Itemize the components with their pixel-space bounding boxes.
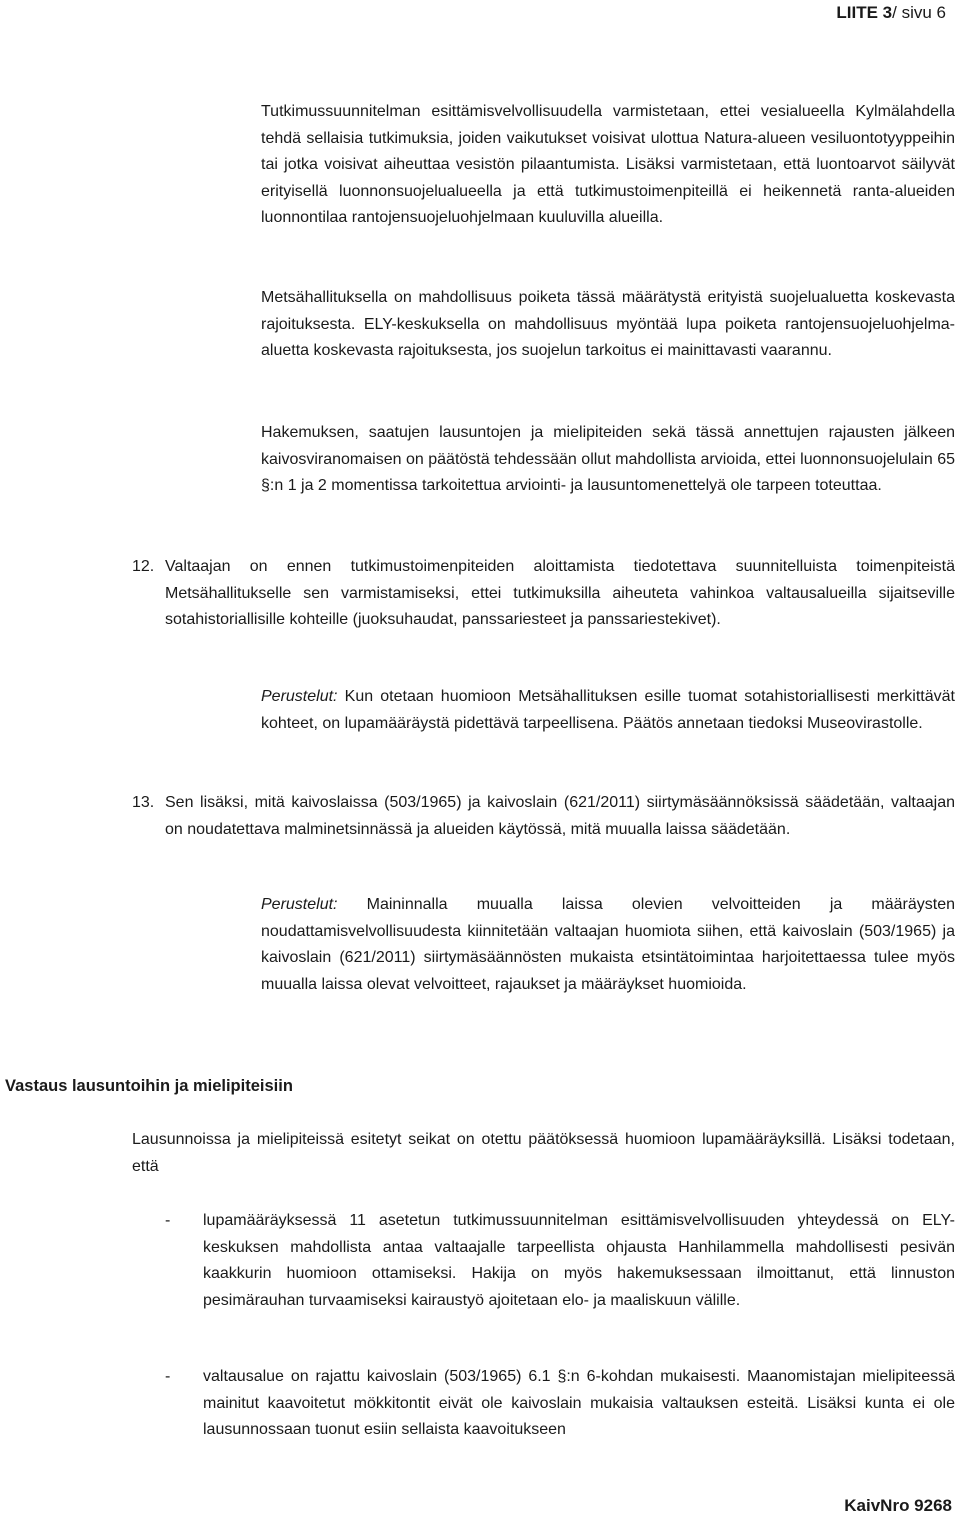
item-12-reason <box>261 684 955 766</box>
item-12-text: Valtaajan on ennen tutkimustoimenpiteiden aloittamista tiedotettava suunnitelluista toimenpiteistä Metsähallitukselle sen varmistamiseksi, ettei tutkimuksilla aiheuteta vahinkoa valtausalueilla sijaitseville sotahistoriallisille kohteille (juoksuhaudat, panssariesteet ja panssariestekivet). <box>165 558 955 628</box>
bullet-item: lupamääräyksessä 11 asetetun tutkimussuunnitelman esittämisvelvollisuuden yhteydessä on ELY-keskuksen mahdollista antaa valtaajalle tarpeellista ohjausta Hanhilammella mahdollisesti pesivän kaakkurin huomioon ottamiseksi. Hakija on myös hakemuksessaan ilmoittanut, että linnuston pesimärauhan turvaamiseksi kairaustyö ajoitetaan elo- ja maaliskuun välille. <box>203 1212 955 1309</box>
item-13-reason <box>261 892 955 1026</box>
paragraph-natura-assessment: Hakemuksen, saatujen lausuntojen ja mielipiteiden sekä tässä annettujen rajausten jälkeen kaivosviranomaisen on päätöstä tehdessään ollut mahdollista arvioida, ettei luonnonsuojelulain 65 §:n 1 ja 2 momentissa tarkoitettua arviointi- ja lausuntomenettelyä ole tarpeen toteuttaa. <box>261 424 955 494</box>
page-header <box>836 3 946 23</box>
reason-label: Perustelut: <box>261 688 338 705</box>
reason-label: Perustelut: <box>261 896 338 913</box>
attachment-label: LIITE 3 <box>836 3 893 22</box>
section-heading: Vastaus lausuntoihin ja mielipiteisiin <box>5 1077 293 1095</box>
bullet-dash: - <box>165 1212 171 1229</box>
item-number-12: 12. <box>132 558 155 575</box>
case-number: KaivNro 9268 <box>844 1496 952 1515</box>
item-number-13: 13. <box>132 794 155 811</box>
bullet-item: valtausalue on rajattu kaivoslain (503/1965) 6.1 §:n 6-kohdan mukaisesti. Maanomistajan mielipiteessä mainitut kaavoitetut mökkitontit eivät ole kaivoslain mukaisia valtauksen esteitä. Lisäksi kunta ei ole lausunnossaan tuonut esiin sellaista kaavoitukseen <box>203 1368 955 1438</box>
section-intro: Lausunnoissa ja mielipiteissä esitetyt seikat on otettu päätöksessä huomioon lupamääräyksillä. Lisäksi todetaan, että <box>132 1131 955 1175</box>
page-number: / sivu 6 <box>892 3 946 22</box>
reason-text: Maininnalla muualla laissa olevien velvoitteiden ja määräysten noudattamisvelvollisuudesta kiinnitetään valtaajan huomiota siihen, että kaivoslain (503/1965) ja kaivoslain (621/2011) siirtymäsäännösten mukaista etsintätoimintaa harjoitettaessa tulee myös muualla laissa olevat velvoitteet, rajaukset ja määräykset huomioida. <box>261 896 955 993</box>
paragraph-research-plan: Tutkimussuunnitelman esittämisvelvollisuudella varmistetaan, ettei vesialueella Kylmälahdella tehdä sellaisia tutkimuksia, joiden vaikutukset voisivat ulottua Natura-alueen vesiluontotyyppeihin tai jotka voisivat aiheuttaa vesistön pilaantumista. Lisäksi varmistetaan, että luontoarvot säilyvät erityisellä luonnonsuojelualueella ja että tutkimustoimenpiteillä ei heikennetä ranta-alueiden luonnontilaa rantojensuojeluohjelmaan kuuluvilla alueilla. <box>261 103 955 226</box>
bullet-dash: - <box>165 1368 171 1385</box>
item-13-text: Sen lisäksi, mitä kaivoslaissa (503/1965) ja kaivoslain (621/2011) siirtymäsäännöksissä säädetään, valtaajan on noudatettava malminetsinnässä ja alueiden käytössä, mitä muualla laissa säädetään. <box>165 794 955 838</box>
reason-text: Kun otetaan huomioon Metsähallituksen esille tuomat sotahistoriallisesti merkittävät kohteet, on lupamääräystä pidettävä tarpeellisena. Päätös annetaan tiedoksi Museovirastolle. <box>261 688 955 732</box>
paragraph-exemptions: Metsähallituksella on mahdollisuus poiketa tässä määrätystä erityistä suojelualuetta koskevasta rajoituksesta. ELY-keskuksella on mahdollisuus myöntää lupa poiketa rantojensuojeluohjelma-aluetta koskevasta rajoituksesta, jos suojelun tarkoitus ei mainittavasti vaarannu. <box>261 289 955 359</box>
